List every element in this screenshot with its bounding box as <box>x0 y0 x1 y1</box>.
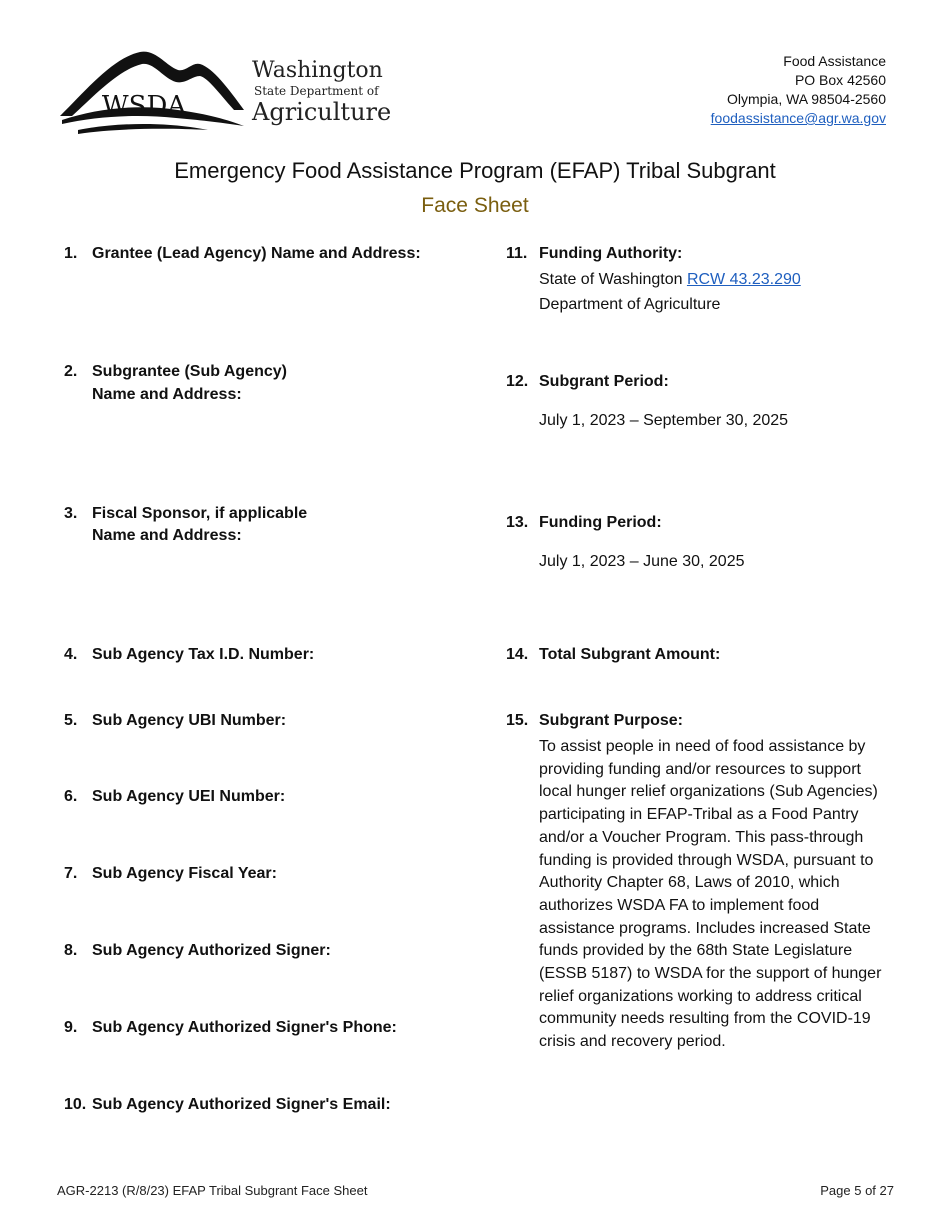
document-title: Emergency Food Assistance Program (EFAP) Tribal Subgrant <box>174 158 776 183</box>
field-number: 10. <box>64 1096 87 1113</box>
field-number: 3. <box>64 505 78 522</box>
logo-line-agriculture: Agriculture <box>252 98 392 126</box>
logo-line-department: State Department of <box>254 84 379 98</box>
field-number: 12. <box>506 373 529 390</box>
field-number: 13. <box>506 514 529 531</box>
field-number: 1. <box>64 245 78 262</box>
field-number: 2. <box>64 363 78 380</box>
field-label: Funding Period: <box>539 514 662 531</box>
rcw-link[interactable]: RCW 43.23.290 <box>686 271 801 288</box>
field-number: 6. <box>64 788 78 805</box>
field-number: 8. <box>64 942 78 959</box>
field-label: Sub Agency UBI Number: <box>92 712 287 729</box>
field-label-line1: Subgrantee (Sub Agency) <box>92 363 287 380</box>
field-number: 14. <box>506 646 529 663</box>
mountain-logo-icon <box>58 48 248 136</box>
contact-line-program: Food Assistance <box>783 53 886 69</box>
field-label: Subgrant Purpose: <box>539 712 684 729</box>
field-number: 5. <box>64 712 78 729</box>
field-number: 9. <box>64 1019 78 1036</box>
footer-form-id: AGR-2213 (R/8/23) EFAP Tribal Subgrant Face Sheet <box>57 1183 368 1198</box>
document-subtitle: Face Sheet <box>421 194 529 217</box>
field-label: Sub Agency Authorized Signer's Phone: <box>92 1019 397 1036</box>
field-label: Funding Authority: <box>539 245 683 262</box>
field-label: Sub Agency Fiscal Year: <box>92 865 277 882</box>
field-label-line1: Fiscal Sponsor, if applicable <box>92 505 308 522</box>
field-label: Sub Agency Tax I.D. Number: <box>92 646 315 663</box>
field-label: Subgrant Period: <box>539 373 669 390</box>
contact-line-pobox: PO Box 42560 <box>794 72 886 88</box>
logo-line-washington: Washington <box>252 58 383 83</box>
funding-authority-line1 <box>539 269 801 291</box>
wsda-logo <box>58 48 392 136</box>
field-label: Grantee (Lead Agency) Name and Address: <box>92 245 421 262</box>
field-label: Sub Agency UEI Number: <box>92 788 286 805</box>
funding-authority-line2: Department of Agriculture <box>539 296 721 313</box>
footer-page-number: Page 5 of 27 <box>820 1183 894 1198</box>
contact-email-link[interactable]: foodassistance@agr.wa.gov <box>710 110 886 126</box>
subgrant-purpose-text: To assist people in need of food assistance by providing funding and/or resources to support local hunger relief organizations (Sub Agencies) participating in EFAP-Tribal as a Food Pantry and/or a Voucher Program. This pass-through funding is provided through WSDA, pursuant to Authority Chapter 68, Laws of 2010, which authorizes WSDA FA to implement food assistance programs. Includes increased State funds provided by the 68th State Legislature (ESSB 5187) to WSDA for the support of hunger relief organizations working to address critical community needs resulting from the COVID-19 crisis and recovery period. <box>539 738 882 1051</box>
field-label: Total Subgrant Amount: <box>539 646 721 663</box>
field-label: Sub Agency Authorized Signer: <box>92 942 331 959</box>
field-label-line2: Name and Address: <box>92 386 242 403</box>
field-number: 15. <box>506 712 529 729</box>
contact-block <box>711 52 886 128</box>
subgrant-period-value: July 1, 2023 – September 30, 2025 <box>539 412 789 429</box>
field-label: Sub Agency Authorized Signer's Email: <box>92 1096 391 1113</box>
logo-mark-text: WSDA <box>101 91 187 121</box>
funding-period-value: July 1, 2023 – June 30, 2025 <box>539 553 745 570</box>
field-number: 7. <box>64 865 78 882</box>
logo-wordmark <box>252 58 391 126</box>
field-number: 11. <box>506 245 528 262</box>
contact-line-city: Olympia, WA 98504-2560 <box>726 91 886 107</box>
field-label-line2: Name and Address: <box>92 527 242 544</box>
field-number: 4. <box>64 646 78 663</box>
funding-authority-prefix: State of Washington <box>539 271 687 288</box>
